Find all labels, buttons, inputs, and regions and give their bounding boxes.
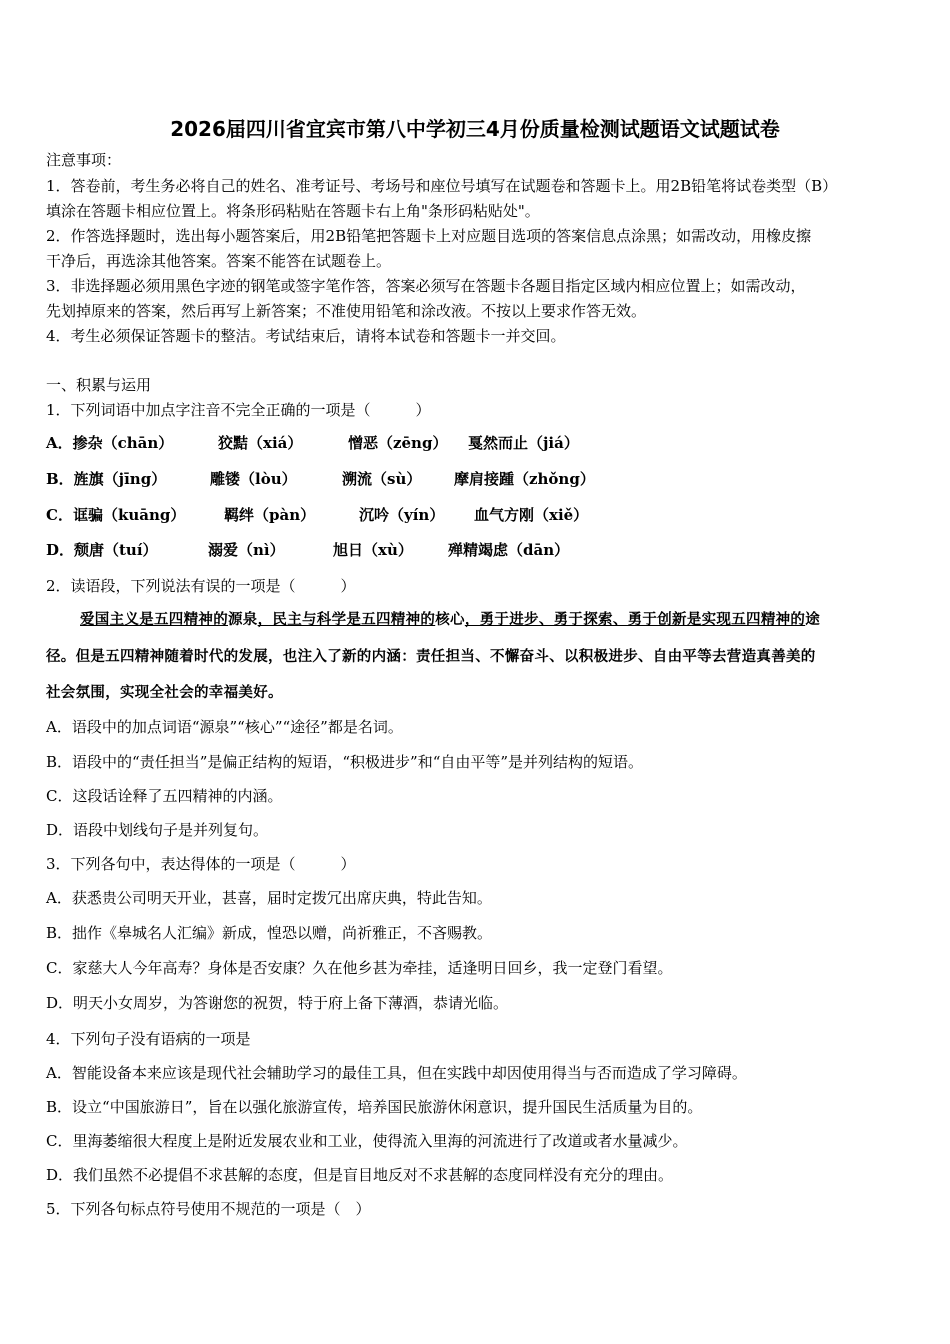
q2-option-a: A．语段中的加点词语“源泉”“核心”“途径”都是名词。 (46, 718, 403, 736)
page-title: 2026届四川省宜宾市第八中学初三4月份质量检测试题语文试题试卷 (170, 117, 780, 141)
note-line: 先划掉原来的答案，然后再写上新答案；不准使用铅笔和涂改液。不按以上要求作答无效。 (46, 302, 647, 320)
q2-stem: 2．读语段，下列说法有误的一项是（ ） (46, 577, 356, 595)
q4-stem: 4．下列句子没有语病的一项是 (46, 1030, 251, 1048)
q3-option-b: B．拙作《皋城名人汇编》新成，惶恐以赠，尚祈雅正，不吝赐教。 (46, 924, 493, 942)
q1-option-b: B．旌旗（jīng） 雕镂（lòu） 溯流（sù） 摩肩接踵（zhǒng） (46, 470, 595, 488)
q4-option-c: C．里海萎缩很大程度上是附近发展农业和工业，使得流入里海的河流进行了改道或者水量减少。 (46, 1132, 688, 1150)
q4-option-a: A．智能设备本来应该是现代社会辅助学习的最佳工具，但在实践中却因使用得当与否而造成了学习障碍。 (46, 1064, 747, 1082)
note-line: 填涂在答题卡相应位置上。将条形码粘贴在答题卡右上角"条形码粘贴处"。 (46, 202, 540, 220)
q3-option-d: D．明天小女周岁，为答谢您的祝贺，特于府上备下薄酒，恭请光临。 (46, 994, 509, 1012)
q4-option-d: D．我们虽然不必提倡不求甚解的态度，但是盲目地反对不求甚解的态度同样没有充分的理由。 (46, 1166, 674, 1184)
q2-option-d: D．语段中划线句子是并列复句。 (46, 821, 269, 839)
q2-passage-line: 径。但是五四精神随着时代的发展，也注入了新的内涵：责任担当、不懈奋斗、以积极进步、自由平等去营造真善美的 (46, 648, 816, 665)
q2-passage-line: 爱国主义是五四精神的源泉，民主与科学是五四精神的核心，勇于进步、勇于探索、勇于创新是实现五四精神的途 (80, 611, 821, 628)
q4-option-b: B．设立“中国旅游日”，旨在以强化旅游宣传，培养国民旅游休闲意识，提升国民生活质量为目的。 (46, 1098, 703, 1116)
note-line: 3．非选择题必须用黑色字迹的钢笔或签字笔作答，答案必须写在答题卡各题目指定区域内相应位置上；如需改动， (46, 277, 806, 295)
q1-option-a: A．掺杂（chān） 狡黠（xiá） 憎恶（zēng） 戛然而止（jiá） (46, 434, 579, 452)
q1-stem: 1．下列词语中加点字注音不完全正确的一项是（ ） (46, 401, 431, 419)
notes-heading: 注意事项： (46, 151, 122, 169)
q2-option-c: C．这段话诠释了五四精神的内涵。 (46, 787, 283, 805)
q2-option-b: B．语段中的“责任担当”是偏正结构的短语，“积极进步”和“自由平等”是并列结构的短语。 (46, 753, 644, 771)
q2-passage-line: 社会氛围，实现全社会的幸福美好。 (46, 684, 283, 701)
note-line: 4．考生必须保证答题卡的整洁。考试结束后，请将本试卷和答题卡一并交回。 (46, 327, 566, 345)
q3-option-a: A．获悉贵公司明天开业，甚喜，届时定拨冗出席庆典，特此告知。 (46, 889, 492, 907)
note-line: 1．答卷前，考生务必将自己的姓名、准考证号、考场号和座位号填写在试题卷和答题卡上。用2B铅笔将试卷类型（B） (46, 177, 838, 195)
q3-stem: 3．下列各句中，表达得体的一项是（ ） (46, 855, 356, 873)
section-heading: 一、积累与运用 (46, 376, 152, 394)
note-line: 干净后，再选涂其他答案。答案不能答在试题卷上。 (46, 252, 392, 270)
q3-option-c: C．家慈大人今年高寿？身体是否安康？久在他乡甚为牵挂，适逢明日回乡，我一定登门看望。 (46, 959, 673, 977)
q1-option-d: D．颓唐（tuí） 溺爱（nì） 旭日（xù） 殚精竭虑（dān） (46, 541, 570, 559)
q5-stem: 5．下列各句标点符号使用不规范的一项是（ ） (46, 1200, 371, 1218)
note-line: 2．作答选择题时，选出每小题答案后，用2B铅笔把答题卡上对应题目选项的答案信息点涂黑；如需改动，用橡皮擦 (46, 227, 812, 245)
q1-option-c: C．诓骗（kuāng） 羁绊（pàn） 沉吟（yín） 血气方刚（xiě） (46, 506, 589, 524)
